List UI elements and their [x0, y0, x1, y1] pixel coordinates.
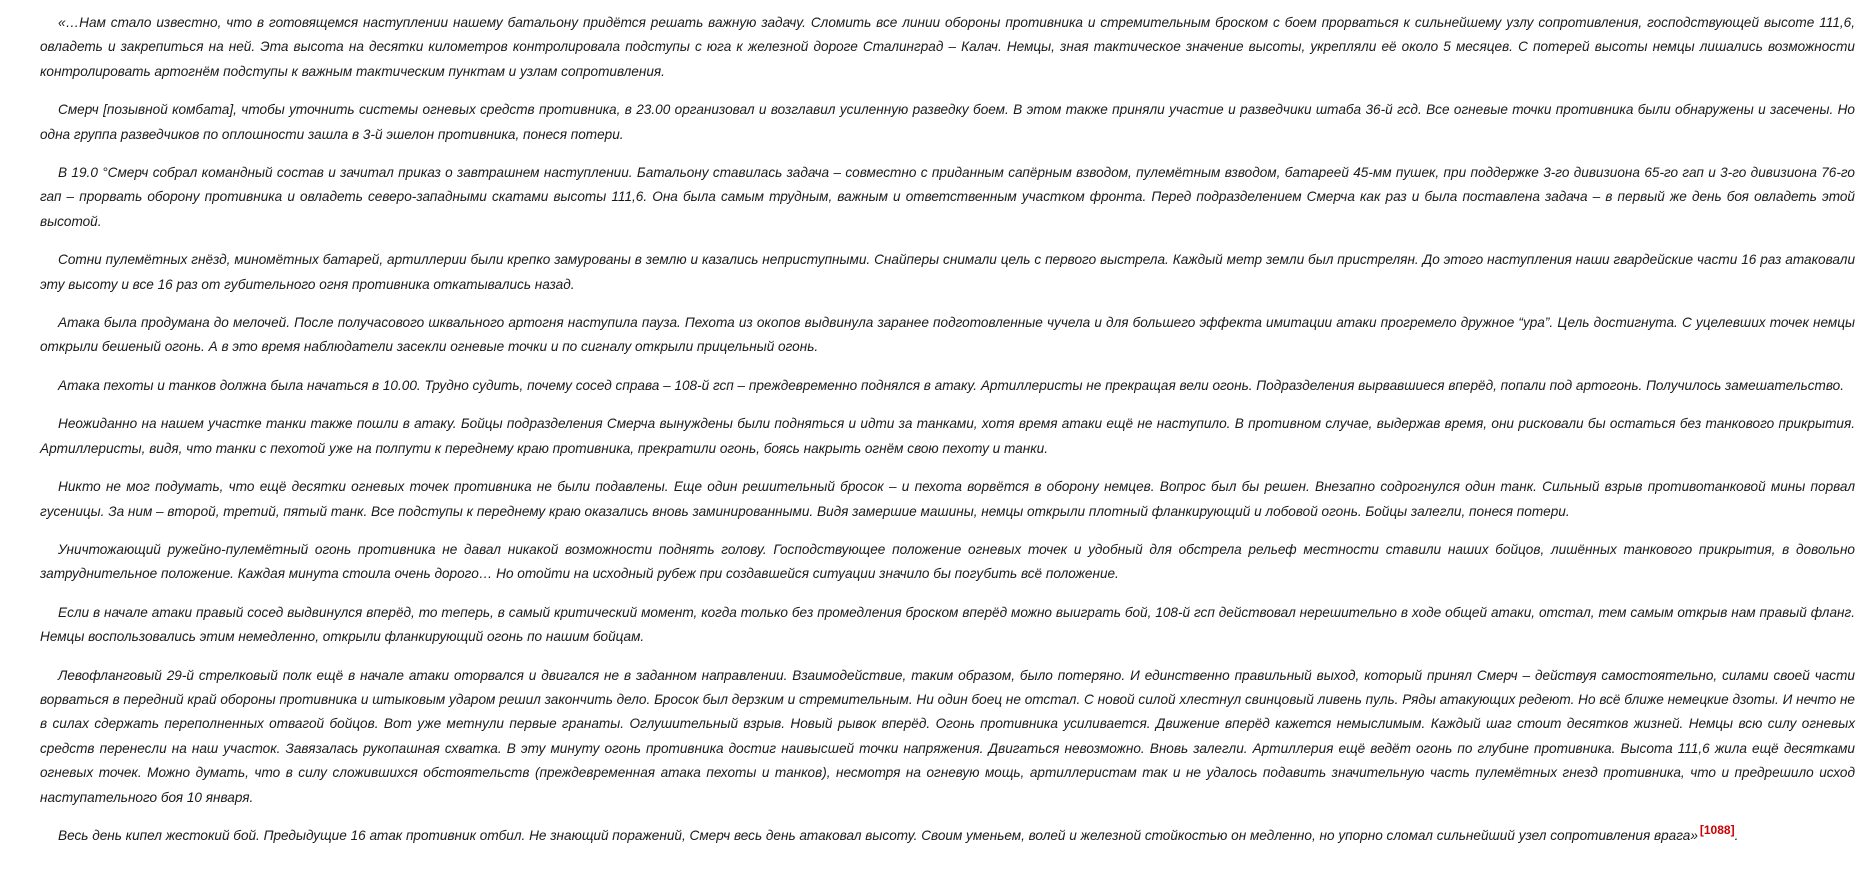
paragraph: Атака пехоты и танков должна была начаться в 10.00. Трудно судить, почему сосед справа – 108-й гсп – преждевременно поднялся в атаку. Артиллеристы не прекращая вели огонь. Подразделения вырвавшиеся вперёд, попали под артогонь. Получилось замешательство. [58, 377, 1844, 393]
paragraph: Если в начале атаки правый сосед выдвинулся вперёд, то теперь, в самый критический момент, когда только без промедления броском вперёд можно выиграть бой, 108-й гсп действовал нерешительно в ходе общей атаки, отстал, тем самым открыв нам правый фланг. Немцы воспользовались этим немедленно, открыли фланкирующий огонь по нашим бойцам. [40, 604, 1855, 645]
final-paragraph [40, 824, 1855, 848]
paragraph: Неожиданно на нашем участке танки также пошли в атаку. Бойцы подразделения Смерча вынуждены были подняться и идти за танками, хотя время атаки ещё не наступило. В противном случае, выдержав время, они рисковали бы остаться без танкового прикрытия. Артиллеристы, видя, что танки с пехотой уже на полпути к переднему краю противника, прекратили огонь, боясь накрыть огнём свою пехоту и танки. [40, 416, 1855, 456]
paragraph: Сотни пулемётных гнёзд, миномётных батарей, артиллерии были крепко замурованы в землю и казались неприступными. Снайперы снимали цель с первого выстрела. Каждый метр земли был пристрелян. До этого наступления наши гвардейские части 16 раз атаковали эту высоту и все 16 раз от губительного огня противника откатывались назад. [40, 252, 1855, 292]
paragraph: «…Нам стало известно, что в готовящемся наступлении нашему батальону придётся решать важную задачу. Сломить все линии обороны противника и стремительным броском с боем прорваться к сильнейшему узлу сопротивления, господствующей высоте 111,6, овладеть и закрепиться на ней. Эта высота на десятки километров контролировала подступы с юга к железной дороге Сталинград – Калач. Немцы, зная тактическое значение высоты, укрепляли её около 5 месяцев. С потерей высоты немцы лишались возможности контролировать артогнём подступы к важным тактическим пунктам и узлам сопротивления. [40, 15, 1855, 79]
paragraph: Атака была продумана до мелочей. После получасового шквального артогня наступила пауза. Пехота из окопов выдвинула заранее подготовленные чучела и для большего эффекта имитации атаки прогремело дружное “ура”. Цель достигнута. С уцелевших точек немцы открыли бешеный огонь. А в это время наблюдатели засекли огневые точки и по сигналу открыли прицельный огонь. [40, 315, 1855, 355]
paragraph: Левофланговый 29-й стрелковый полк ещё в начале атаки оторвался и двигался не в заданном направлении. Взаимодействие, таким образом, было потеряно. И единственно правильный выход, который принял Смерч – действуя самостоятельно, силами своей части ворваться в передний край обороны противника и штыковым ударом решил закончить дело. Бросок был дерзким и стремительным. Ни один боец не отстал. С новой силой хлестнул свинцовый ливень пуль. Ряды атакующих редеют. Но всё ближе немецкие дзоты. И нечто не в силах сдержать переполненных отвагой бойцов. Вот уже метнули первые гранаты. Оглушительный взрыв. Новый рывок вперёд. Огонь противника усиливается. Движение вперёд кажется немыслимым. Каждый шаг стоит десятков жизней. Немцы всю силу огневых средств перенесли на наш участок. Завязалась рукопашная схватка. В эту минуту огонь противника достиг наивысшей точки напряжения. Двигаться невозможно. Вновь залегли. Артиллерия ещё ведёт огонь по глубине противника. Высота 111,6 жила ещё десятками огневых точек. Можно думать, что в силу сложившихся обстоятельств (преждевременная атака пехоты и танков), несмотря на огневую мощь, артиллеристам так и не удалось подавить значительную часть пулемётных гнезд противника, что и предрешило исход наступательного боя 10 января. [40, 667, 1855, 805]
final-period: . [1734, 827, 1739, 843]
paragraph: Уничтожающий ружейно-пулемётный огонь противника не давал никакой возможности поднять голову. Господствующее положение огневых точек и удобный для обстрела рельеф местности ставили наших бойцов, лишённых танкового прикрытия, в довольно затруднительное положение. Каждая минута стоила очень дорого… Но отойти на исходный рубеж при создавшейся ситуации значило бы погубить всё положение. [40, 541, 1855, 582]
paragraph: Смерч [позывной комбата], чтобы уточнить системы огневых средств противника, в 23.00 организовал и возглавил усиленную разведку боем. В этом также приняли участие и разведчики штаба 36-й гсд. Все огневые точки противника были обнаружены и засечены. Но одна группа разведчиков по оплошности зашла в 3-й эшелон противника, понеся потери. [40, 102, 1855, 142]
paragraph: Никто не мог подумать, что ещё десятки огневых точек противника не были подавлены. Еще один решительный бросок – и пехота ворвётся в оборону немцев. Вопрос был бы решен. Внезапно содрогнулся один танк. Сильный взрыв противотанковой мины порвал гусеницы. За ним – второй, третий, пятый танк. Все подступы к переднему краю оказались вновь заминированными. Видя замершие машины, немцы открыли плотный фланкирующий и лобовой огонь. Бойцы залегли, понеся потери. [40, 479, 1855, 519]
final-paragraph-text: Весь день кипел жестокий бой. Предыдущие 16 атак противник отбил. Не знающий поражений, Смерч весь день атаковал высоту. Своим уменьем, волей и железной стойкостью он медленно, но упорно сломал сильнейший узел сопротивления врага» [58, 827, 1698, 843]
paragraph: В 19.0 °Смерч собрал командный состав и зачитал приказ о завтрашнем наступлении. Батальону ставилась задача – совместно с приданным сапёрным взводом, пулемётным взводом, батареей 45-мм пушек, при поддержке 3-го дивизиона 65-го гап и 3-го дивизиона 76-го гап – прорвать оборону противника и овладеть северо-западными скатами высоты 111,6. Она была самым трудным, важным и ответственным участком фронта. Перед подразделением Смерча как раз и была поставлена задача – в первый же день боя овладеть этой высотой. [40, 165, 1855, 229]
footnote-reference-link[interactable]: [1088] [1699, 823, 1735, 838]
